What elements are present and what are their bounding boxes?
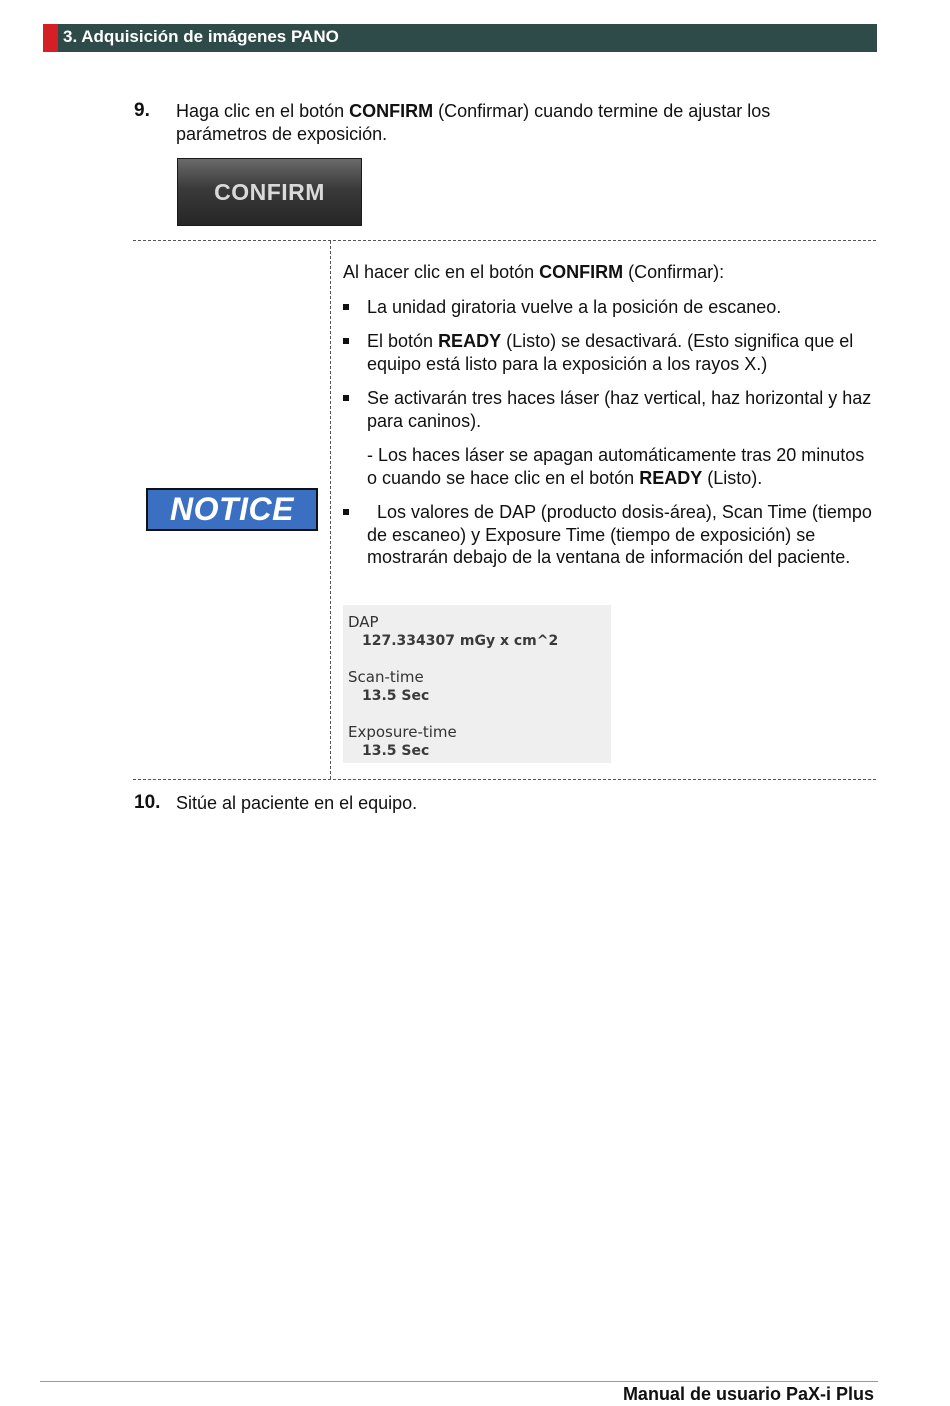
footer-title: Manual de usuario PaX-i Plus — [622, 1384, 874, 1404]
footer-divider — [40, 1381, 878, 1382]
list-item-text: Se activarán tres haces láser (haz vertical, haz horizontal y haz para caninos). — [367, 388, 872, 431]
notice-intro — [343, 261, 873, 284]
list-item-text: El botón — [367, 331, 439, 351]
bullet-icon — [343, 509, 349, 515]
notice-list — [343, 296, 873, 433]
step-text: Sitúe al paciente en el equipo. — [176, 793, 418, 813]
notice-badge: NOTICE — [146, 488, 318, 531]
notice-divider — [330, 241, 331, 779]
section-header — [43, 24, 877, 52]
notice-content — [343, 261, 873, 581]
note-text: - Los haces láser se apagan automáticamente tras 20 minutos o cuando se hace clic en el botón — [367, 445, 865, 488]
notice-box — [133, 240, 876, 780]
step-number: 10. — [134, 792, 161, 813]
step-text-part: Haga clic en el botón — [176, 101, 350, 121]
notice-list-2 — [343, 501, 873, 569]
scan-time-value: 13.5 Sec — [362, 688, 430, 704]
exposure-time-label: Exposure-time — [348, 723, 457, 741]
list-item-bold: READY — [438, 331, 502, 351]
section-title: 3. Adquisición de imágenes PANO — [63, 27, 339, 46]
step-number: 9. — [134, 100, 150, 121]
note-bold: READY — [639, 467, 703, 488]
confirm-button[interactable]: CONFIRM — [177, 158, 362, 226]
list-item — [343, 501, 873, 569]
step-text-part: (Confirmar) cuando termine de ajustar los parámetros de exposición. — [176, 101, 771, 144]
bullet-icon — [343, 338, 349, 344]
list-item — [343, 296, 873, 319]
list-item-text: Los valores de DAP (producto dosis-área), Scan Time (tiempo de escaneo) y Exposure Time (tiempo de exposición) se mostrarán debajo de la ventana de información del paciente. — [367, 502, 872, 567]
header-accent — [43, 24, 58, 52]
scan-time-label: Scan-time — [348, 668, 424, 686]
dap-info-panel — [343, 605, 611, 763]
notice-text: (Confirmar): — [623, 262, 725, 282]
laser-note — [343, 444, 873, 489]
notice-text: Al hacer clic en el botón — [343, 262, 540, 282]
dap-value: 127.334307 mGy x cm^2 — [362, 633, 559, 649]
list-item-text: (Listo) se desactivará. (Esto significa que el equipo está listo para la exposición a los rayos X.) — [367, 331, 854, 374]
exposure-time-value: 13.5 Sec — [362, 743, 430, 759]
notice-bold: CONFIRM — [539, 262, 624, 282]
dap-label: DAP — [348, 613, 379, 631]
step-text-bold: CONFIRM — [349, 101, 434, 121]
bullet-icon — [343, 395, 349, 401]
step-text — [176, 100, 834, 145]
list-item — [343, 387, 873, 432]
list-item — [343, 330, 873, 375]
note-text: (Listo). — [702, 467, 763, 488]
bullet-icon — [343, 304, 349, 310]
list-item-text: La unidad giratoria vuelve a la posición de escaneo. — [367, 296, 782, 317]
